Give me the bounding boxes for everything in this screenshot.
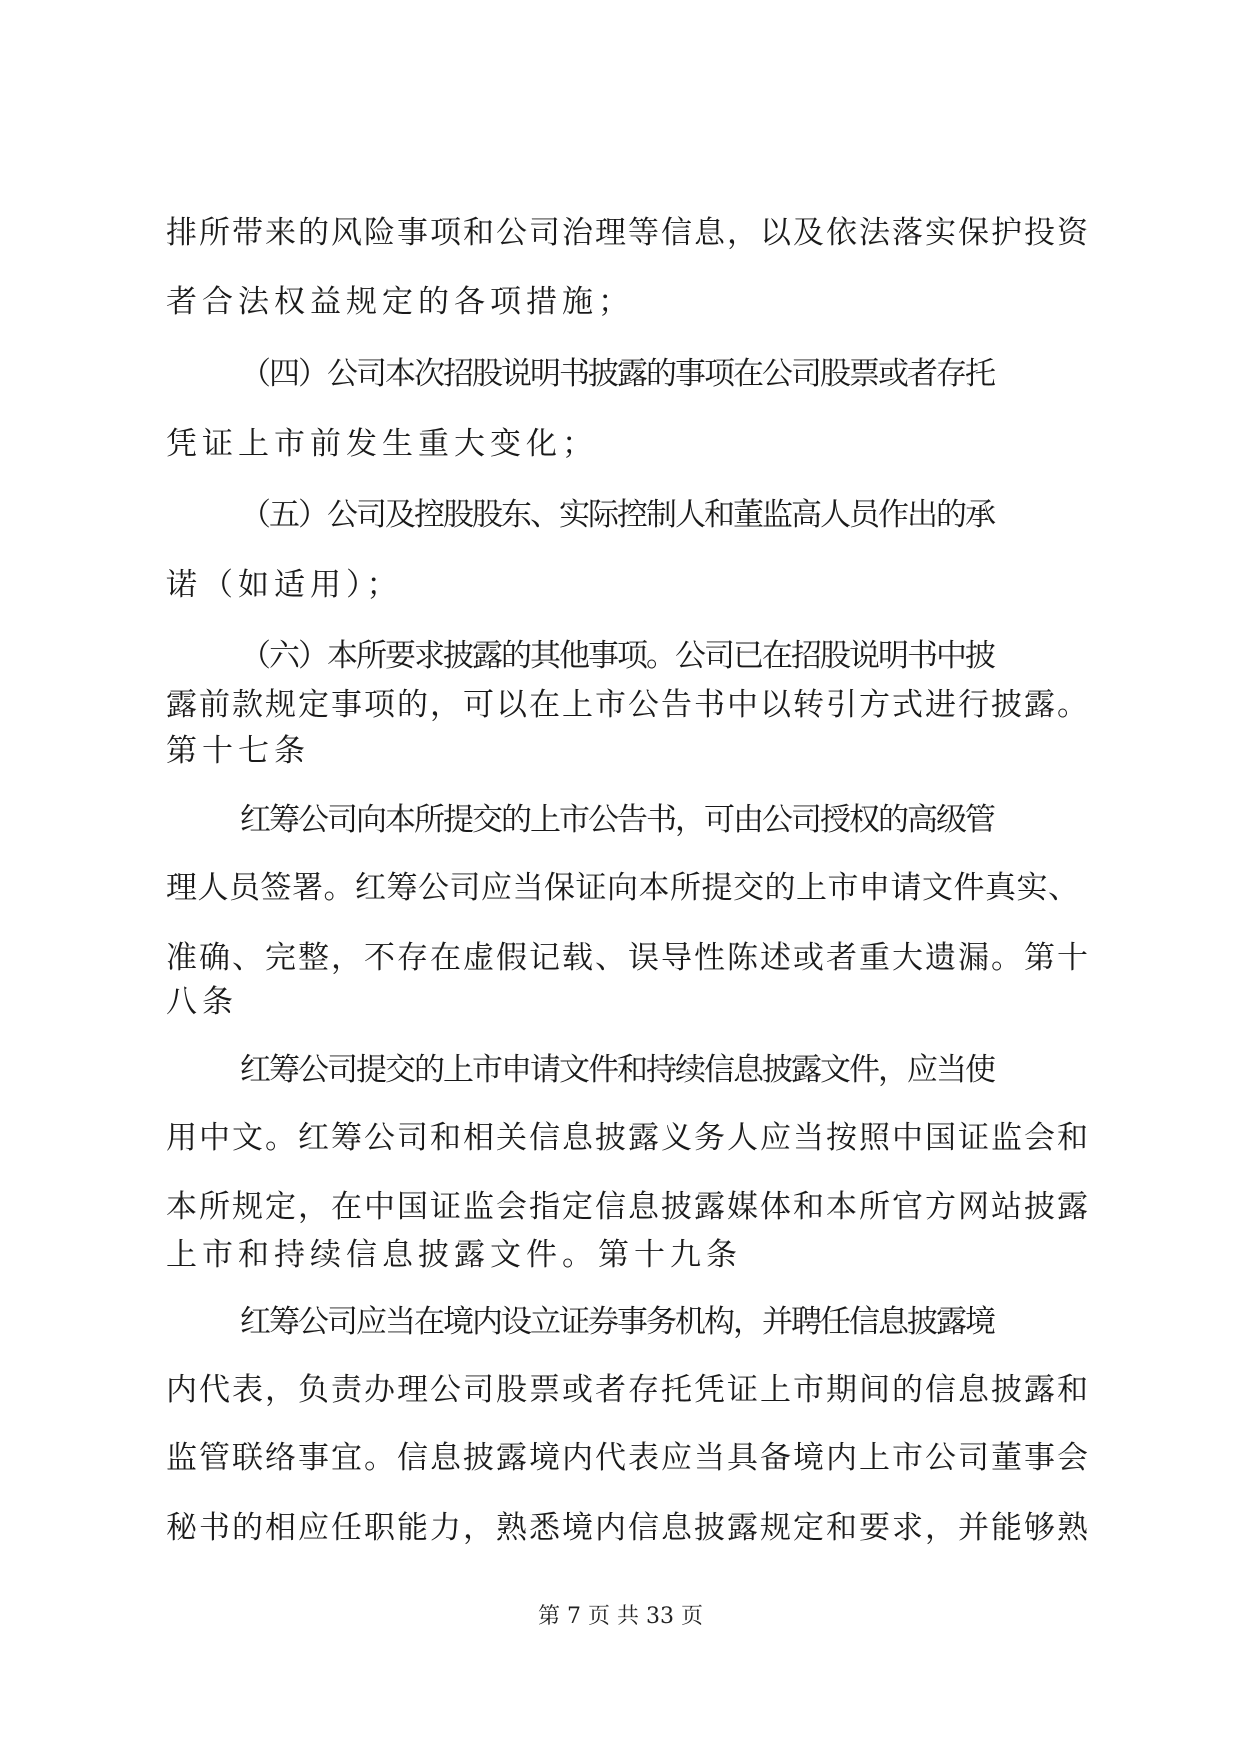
text-line: （六）本所要求披露的其他事项。公司已在招股说明书中披 <box>240 638 994 674</box>
text-line: 红筹公司向本所提交的上市公告书，可由公司授权的高级管 <box>240 802 994 838</box>
text-line: 内代表，负责办理公司股票或者存托凭证上市期间的信息披露和 <box>166 1372 1090 1408</box>
text-line: 凭证上市前发生重大变化； <box>166 426 598 462</box>
text-line: 诺（如适用）； <box>166 567 403 603</box>
text-line: 用中文。红筹公司和相关信息披露义务人应当按照中国证监会和 <box>166 1120 1090 1156</box>
text-line: 者合法权益规定的各项措施； <box>166 284 634 320</box>
text-line: 本所规定，在中国证监会指定信息披露媒体和本所官方网站披露 <box>166 1189 1090 1225</box>
text-line: 上市和持续信息披露文件。第十九条 <box>166 1237 742 1273</box>
page-number-footer: 第 7 页 共 33 页 <box>538 1604 703 1629</box>
text-line: （四）公司本次招股说明书披露的事项在公司股票或者存托 <box>240 356 994 392</box>
text-line: 秘书的相应任职能力，熟悉境内信息披露规定和要求，并能够熟 <box>166 1510 1090 1546</box>
text-line: 红筹公司提交的上市申请文件和持续信息披露文件，应当使 <box>240 1052 994 1088</box>
text-line: （五）公司及控股股东、实际控制人和董监高人员作出的承 <box>240 497 994 533</box>
text-line: 红筹公司应当在境内设立证券事务机构，并聘任信息披露境 <box>240 1304 994 1340</box>
text-line: 准确、完整，不存在虚假记载、误导性陈述或者重大遗漏。第十 <box>166 940 1090 976</box>
text-line: 监管联络事宜。信息披露境内代表应当具备境内上市公司董事会 <box>166 1440 1090 1476</box>
text-line: 理人员签署。红筹公司应当保证向本所提交的上市申请文件真实、 <box>166 870 1080 906</box>
text-line: 排所带来的风险事项和公司治理等信息，以及依法落实保护投资 <box>166 215 1090 251</box>
text-line: 八条 <box>166 984 238 1020</box>
text-line: 露前款规定事项的，可以在上市公告书中以转引方式进行披露。 <box>166 687 1090 723</box>
article-heading: 第十七条 <box>166 733 310 769</box>
